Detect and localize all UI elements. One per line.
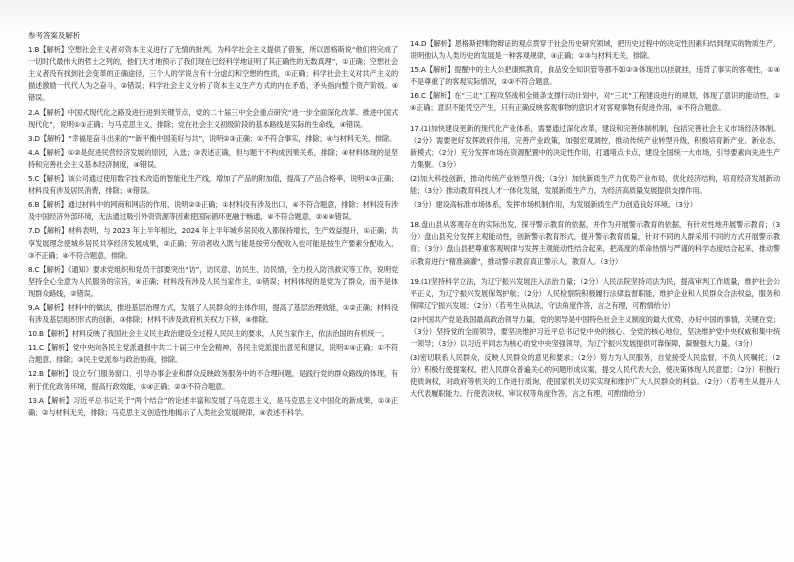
answer-item: 8.C【解析】《通知》要求党组织和党员干部要突出“访”，访民意、访民生、访民情，全力投入防汛救灾等工作，说明党坚持全心全意为人民服务的宗旨，④正确；材料没有涉及人民当家作主，①错误；材料体现的是党为了群众，而不是体现群众路线，②错误。 — [28, 264, 398, 298]
answer-item: 3.D【解析】“幸福是奋斗出来的”“新平衡中国美好与共”，说明②③正确；①不符合事实，排除；④与材料无关，排除。 — [28, 133, 397, 143]
answer-item: 18.盘山县从客观存在的实际出发，探寻警示教育的依据，并作为开展警示教育的依据，有针对性地开展警示教育；（3分）盘山县充分发挥主观能动性，创新警示教育形式，提升警示教育质量，针对不同的人群采用不同的方式开展警示教育；（3分）盘山县把尊重客观规律与发挥主观能动性结合起来，把高度的革命热情与严谨的科学态度结合起来，推动警示教育进行“精准滴灌”，推动警示教育真正警示人，教育人。（3分） — [410, 220, 780, 266]
answer-item: （3分）建设高标准市场体系，发挥市场机制作用，为发展新质生产力创造良好环境。（3分） — [410, 200, 697, 210]
answer-item: 19.(1)坚持科学立法，为辽宁振兴发展注入法治力量；（2分）人民法院坚持司法为民，提高审判工作质量，维护社会公平正义，为辽宁振兴发展保驾护航；（2分）人民检察院积极履行法律监督职能，维护企业和人民群众合法权益，服务和保障辽宁振兴发展；（2分）（若考生从执法、守法角度作答，言之有理，可酌情给分） — [410, 276, 780, 310]
answer-item: (2)加大科技创新，推动传统产业转型升级；（3分）加快新质生产力优势产业布局，优化经济结构，培育经济发展新动能；（3分）推动教育科技人才一体化发展，发展新质生产力，为经济高质量发展提供支撑作用。 — [410, 173, 780, 196]
answer-item: 5.C【解析】该公司通过使用数字技术改造的智能化生产线，增加了产品的附加值，提高了产品合格率，说明①③正确；材料没有涉及居民消费，排除；④错误。 — [28, 174, 398, 196]
answer-item: 13.A【解析】习近平总书记关于“两个结合”的论述丰富和发展了马克思主义，是马克思主义中国化的新成果，①③正确；②与材料无关，排除；马克思主义创造性地揭示了人类社会发展规律，④表述不科学。 — [28, 395, 398, 417]
answer-item: 6.B【解析】通过材料中的网商和网店的作用，说明②③正确；①材料没有涉及出口，④不符合题意，排除；材料没有涉及中国经济外部环境，无法通过吸引外资资源等因素使国际循环更融于畅通，④不符合题意，②④④错误。 — [28, 200, 398, 222]
answer-item: (3)密切联系人民群众，反映人民群众的意见和要求；（2分）努力为人民服务，自觉接受人民监督，不负人民嘱托；（2分）积极行使提案权，把人民群众普遍关心的问题形成议案，提交人民代表大会，使决策体现人民意愿；（2分）积极行使质询权，对政府等机关的工作进行质询，使国家机关切实实现和维护广大人民群众的利益。（2分）（若考生从提升人大代表履职能力、行使表决权、审议权等角度作答，言之有理，可酌情给分） — [410, 353, 780, 399]
answer-item: 17.(1)加快建设更新的现代化产业体系，需要通过深化改革，建设和完善体制机制，包括完善社会主义市场经济体制。（2分）需要更好发挥政府作用，完善产业政策，加强宏观调控，推动传统产业转型升级，积极培育新产业、新业态、新模式；（2分）充分发挥市场在资源配置中的决定性作用，打通堵点卡点，建设全国统一大市场，引导要素向先进生产力集聚。（3分） — [410, 123, 780, 169]
answer-item: 15.A【解析】提醒中的主人公把康熙教育，食品安全知识管等都不如②③体现出以挂就挂，违背了事实的客观性，①④不是尊重了的客观实际情况，②③不符合题意。 — [410, 65, 780, 87]
right-column — [410, 38, 780, 403]
top-shadow — [0, 0, 794, 30]
answer-item: 7.D【解析】材料表明，与 2023 年上半年相比，2024 年上半年城乡居民收入都保持增长，生产效益提升，①正确；共享发展理念使城乡居民共享经济发展成果，②正确；劳动者收入既与能是按劳分配收入也可能是按生产要素分配收入，③不正确；④不符合题意，排除。 — [28, 226, 398, 260]
answer-item: 10.B【解析】材料反映了我国社会主义民主政治建设全过程人民民主的要求，人民当家作主，依法治国的有机统一。 — [28, 329, 389, 339]
left-column — [28, 30, 398, 421]
answer-item: (2)中国共产党是我国最高政治领导力量，党的领导是中国特色社会主义制度的最大优势，办好中国的事情，关键在党；（3分）坚持党的全面领导，要坚决维护习近平总书记党中央的核心、全党的核心地位，坚决维护党中央权威和集中统一领导；（3分）以习近平同志为核心的党中央坚强领导，为辽宁振兴发展提供可靠保障，凝聚强大力量。（3分） — [410, 314, 780, 349]
answer-item: 2.A【解析】中国式现代化之路及进行进到关键节点，党的二十届三中全会重点研究“进一步全面深化改革、推进中国式现代化”，说明①①正确；与马克思主义，排除；党在社会主义初级阶段的基本路线是实际的生命线，④错误。 — [28, 107, 398, 129]
answer-item: 11.C【解析】党中央向各民主党派通报中共二十届三中全会精神，各民主党派提出意见和建议，说明①④正确；①不符合题意，排除；③民主党派参与政治协商，排除。 — [28, 343, 398, 365]
answer-item: 9.A【解析】材料中的做法，推进基层治理方式，发展了人民群众的主体作用，提高了基层治理效能，①②正确；材料没有涉及基层组织形式的创新，③排除；材料不涉及政府机关权力下移，④排除。 — [28, 302, 398, 325]
answer-item: 12.B【解析】设立专门服务窗口，引导办事企业和群众反映政务服务中的不合理问题，是践行党的群众路线的体现，有利于优化政务环境，提高行政效能，①④正确；②③不符合题意。 — [28, 369, 398, 391]
answer-item: 16.C【解析】在“三北”工程攻坚战和全链条支撑行动计划中，对“三北”工程建设进行的规划，体现了意识的能动性，①④正确；意识不能凭空产生，只有正确反映客观事物的意识才对客观事物有促进作用，④不符合题意。 — [410, 91, 780, 113]
doc-title: 参考答案及解析 — [28, 31, 81, 40]
answer-item: 1.B【解析】空想社会主义者对资本主义进行了无情的批判，为科学社会主义提供了借鉴，所以恩格斯说“他们将完成了一切时代最伟大的哲士之列的，他们天才地预示了我们现在已经科学地证明了其正确性的无数真理”，①正确；空想社会主义者没有找到社会变革的正确途径，三个人的学说含有十分虚幻和空想的性质，①正确；科学社会主义对共产主义的描述激励一代代人为之奋斗，②错误；科学社会主义分析了资本主义生产方式的内在矛盾，矛头指向整个资产阶级。④错误。 — [28, 45, 398, 103]
answer-item: 14.D【解析】恩格斯把唯物辩证的观点贯穿于社会历史研究领域，把历史过程中的决定性因素归结到现实的物质生产，说明他认为人类历史的发展是一种客观规律，④正确；①③与材料无关，排除。 — [410, 39, 780, 61]
answer-item: 4.A【解析】①②是促进民营经济发展的原因，入选；③表述正确，但与题干不构成因果关系，排除；④材料体现的是坚持和完善社会主义基本经济制度，④错误。 — [28, 147, 398, 169]
